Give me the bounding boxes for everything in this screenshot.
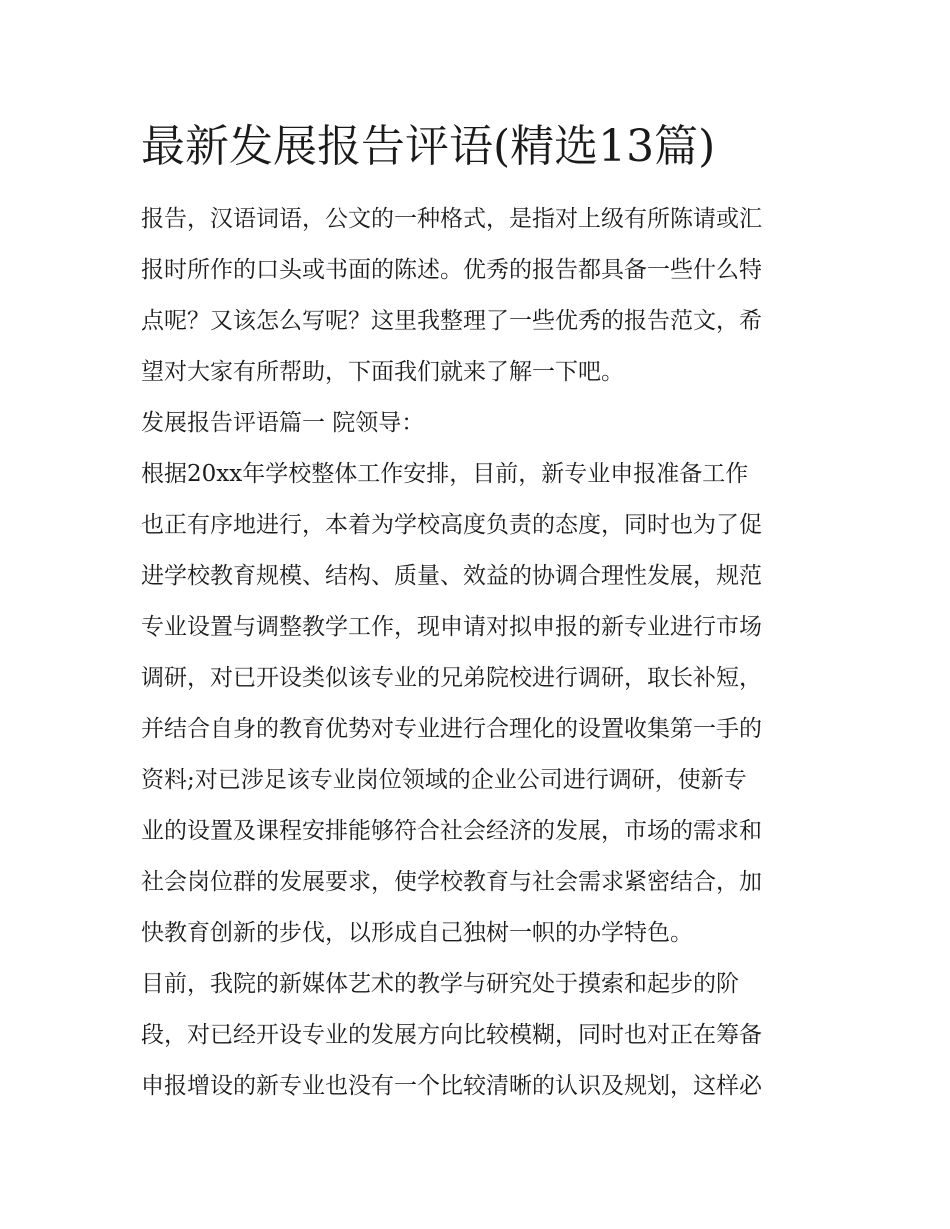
text-line: 业的设置及课程安排能够符合社会经济的发展，市场的需求和 — [141, 818, 762, 844]
text-line: 根据20xx年学校整体工作安排，目前，新专业申报准备工作 — [141, 461, 749, 487]
paragraph-body-2 — [141, 959, 813, 1112]
text-line: 社会岗位群的发展要求，使学校教育与社会需求紧密结合，加 — [141, 869, 762, 895]
text-line: 专业设置与调整教学工作，现申请对拟申报的新专业进行市场 — [141, 614, 762, 640]
text-line: 点呢？又该怎么写呢？这里我整理了一些优秀的报告范文，希 — [141, 308, 762, 334]
document-page — [141, 112, 813, 1112]
text-line: 目前，我院的新媒体艺术的教学与研究处于摸索和起步的阶 — [141, 971, 739, 997]
text-line: 报告，汉语词语，公文的一种格式，是指对上级有所陈请或汇 — [141, 206, 762, 232]
text-line: 调研，对已开设类似该专业的兄弟院校进行调研，取长补短， — [141, 665, 762, 691]
text-line: 报时所作的口头或书面的陈述。优秀的报告都具备一些什么特 — [141, 257, 762, 283]
text-line: 申报增设的新专业也没有一个比较清晰的认识及规划，这样必 — [141, 1073, 762, 1099]
paragraph-heading — [141, 398, 813, 449]
paragraph-intro — [141, 194, 813, 398]
text-line: 快教育创新的步伐，以形成自己独树一帜的办学特色。 — [141, 920, 693, 946]
paragraph-body-1 — [141, 449, 813, 959]
text-line: 段，对已经开设专业的发展方向比较模糊，同时也对正在筹备 — [141, 1022, 762, 1048]
text-line: 望对大家有所帮助，下面我们就来了解一下吧。 — [141, 359, 624, 385]
text-line: 进学校教育规模、结构、质量、效益的协调合理性发展，规范 — [141, 563, 762, 589]
text-line: 资料;对已涉足该专业岗位领域的企业公司进行调研，使新专 — [141, 767, 747, 793]
section-heading: 发展报告评语篇一 院领导： — [141, 410, 425, 436]
text-line: 也正有序地进行，本着为学校高度负责的态度，同时也为了促 — [141, 512, 762, 538]
text-line: 并结合自身的教育优势对专业进行合理化的设置收集第一手的 — [141, 716, 762, 742]
document-title: 最新发展报告评语(精选13篇) — [141, 121, 716, 172]
